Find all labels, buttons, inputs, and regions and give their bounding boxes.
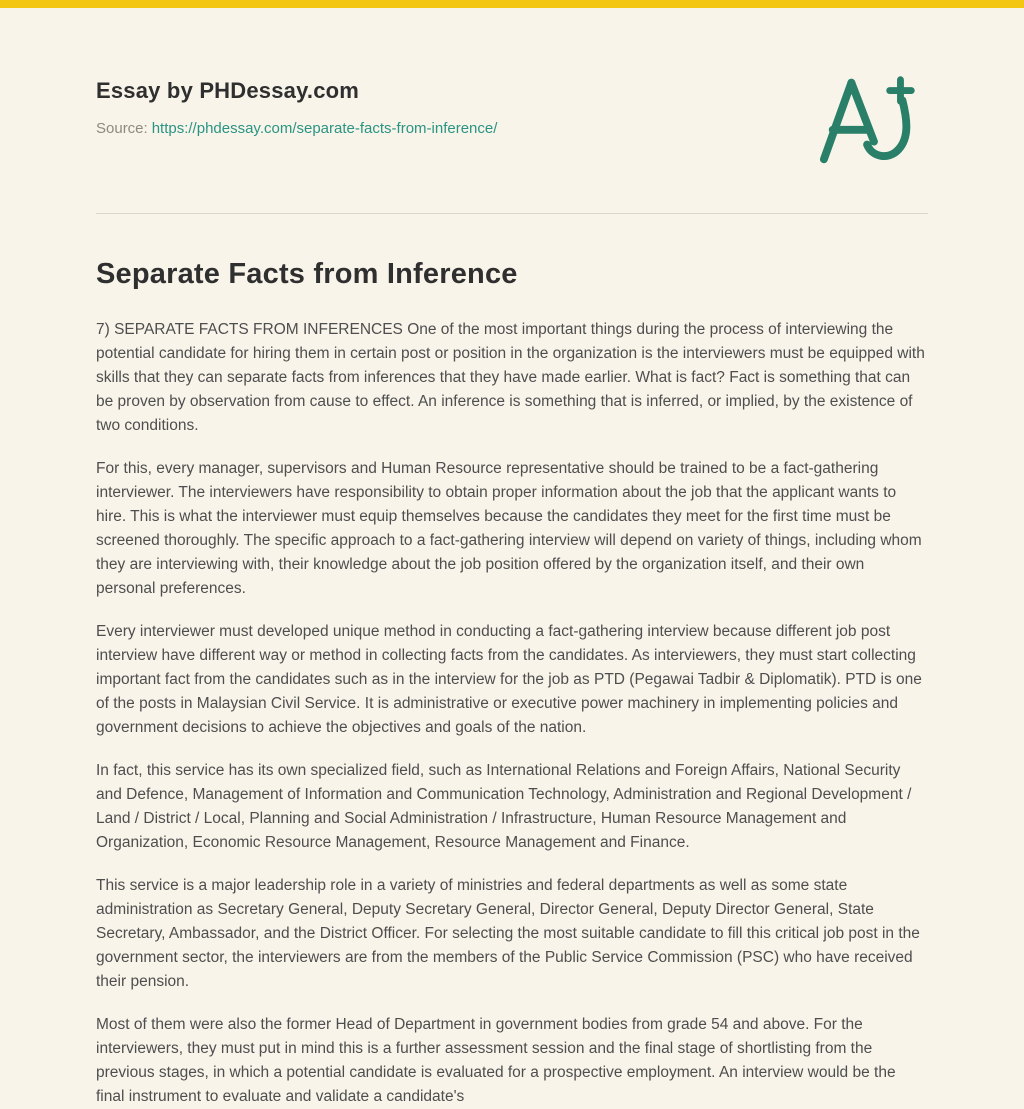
essay-paragraph-6: Most of them were also the former Head of Department in government bodies from grade 54 and above. For the interviewers, they must put in mind this is a further assessment session and the final stage of shortlisting from the previous stages, in which a potential candidate is evaluated for a prospective employment. An interview would be the final instrument to evaluate and validate a candidate's (96, 1016, 896, 1105)
essay-paragraph-1: 7) SEPARATE FACTS FROM INFERENCES One of the most important things during the process of interviewing the potential candidate for hiring them in certain post or position in the organization is the interviewers must be equipped with skills that they can separate facts from inferences that they have made earlier. What is fact? Fact is something that can be proven by observation from cause to effect. An inference is something that is inferred, or implied, by the existence of two conditions. (96, 321, 925, 434)
source-line (96, 120, 497, 137)
source-label: Source: (96, 120, 148, 137)
page-header (96, 8, 928, 171)
header-text-block (96, 78, 497, 137)
header-divider (96, 213, 928, 214)
essay-paragraph-4: In fact, this service has its own specialized field, such as International Relations and Foreign Affairs, National Security and Defence, Management of Information and Communication Technology, Administration and Regional Development / Land / District / Local, Planning and Social Administration / Infrastructure, Human Resource Management and Organization, Economic Resource Management, Resource Management and Finance. (96, 762, 912, 851)
phdessay-logo-icon (818, 74, 926, 171)
essay-paragraph-3: Every interviewer must developed unique method in conducting a fact-gathering interview because different job post interview have different way or method in collecting facts from the candidates. As interviewers, they must start collecting important fact from the candidates such as in the interview for the job as PTD (Pegawai Tadbir & Diplomatik). PTD is one of the posts in Malaysian Civil Service. It is administrative or executive power machinery in implementing policies and government decisions to achieve the objectives and goals of the nation. (96, 623, 922, 736)
essay-paragraph-2: For this, every manager, supervisors and Human Resource representative should be trained to be a fact-gathering interviewer. The interviewers have responsibility to obtain proper information about the job that the applicant wants to hire. This is what the interviewer must equip themselves because the candidates they meet for the first time must be screened thoroughly. The specific approach to a fact-gathering interview will depend on variety of things, including whom they are interviewing with, their knowledge about the job position offered by the organization itself, and their own personal preferences. (96, 460, 922, 597)
essay-page (0, 8, 1024, 1109)
top-accent-bar (0, 0, 1024, 8)
source-link[interactable]: https://phdessay.com/separate-facts-from-inference/ (151, 120, 498, 137)
essay-title: Separate Facts from Inference (96, 258, 518, 290)
essay-paragraph-5: This service is a major leadership role in a variety of ministries and federal departments as well as some state administration as Secretary General, Deputy Secretary General, Director General, Deputy Director General, State Secretary, Ambassador, and the District Officer. For selecting the most suitable candidate to fill this critical job post in the government sector, the interviewers are from the members of the Public Service Commission (PSC) who have received their pension. (96, 877, 920, 990)
brand-title: Essay by PHDessay.com (96, 78, 360, 103)
